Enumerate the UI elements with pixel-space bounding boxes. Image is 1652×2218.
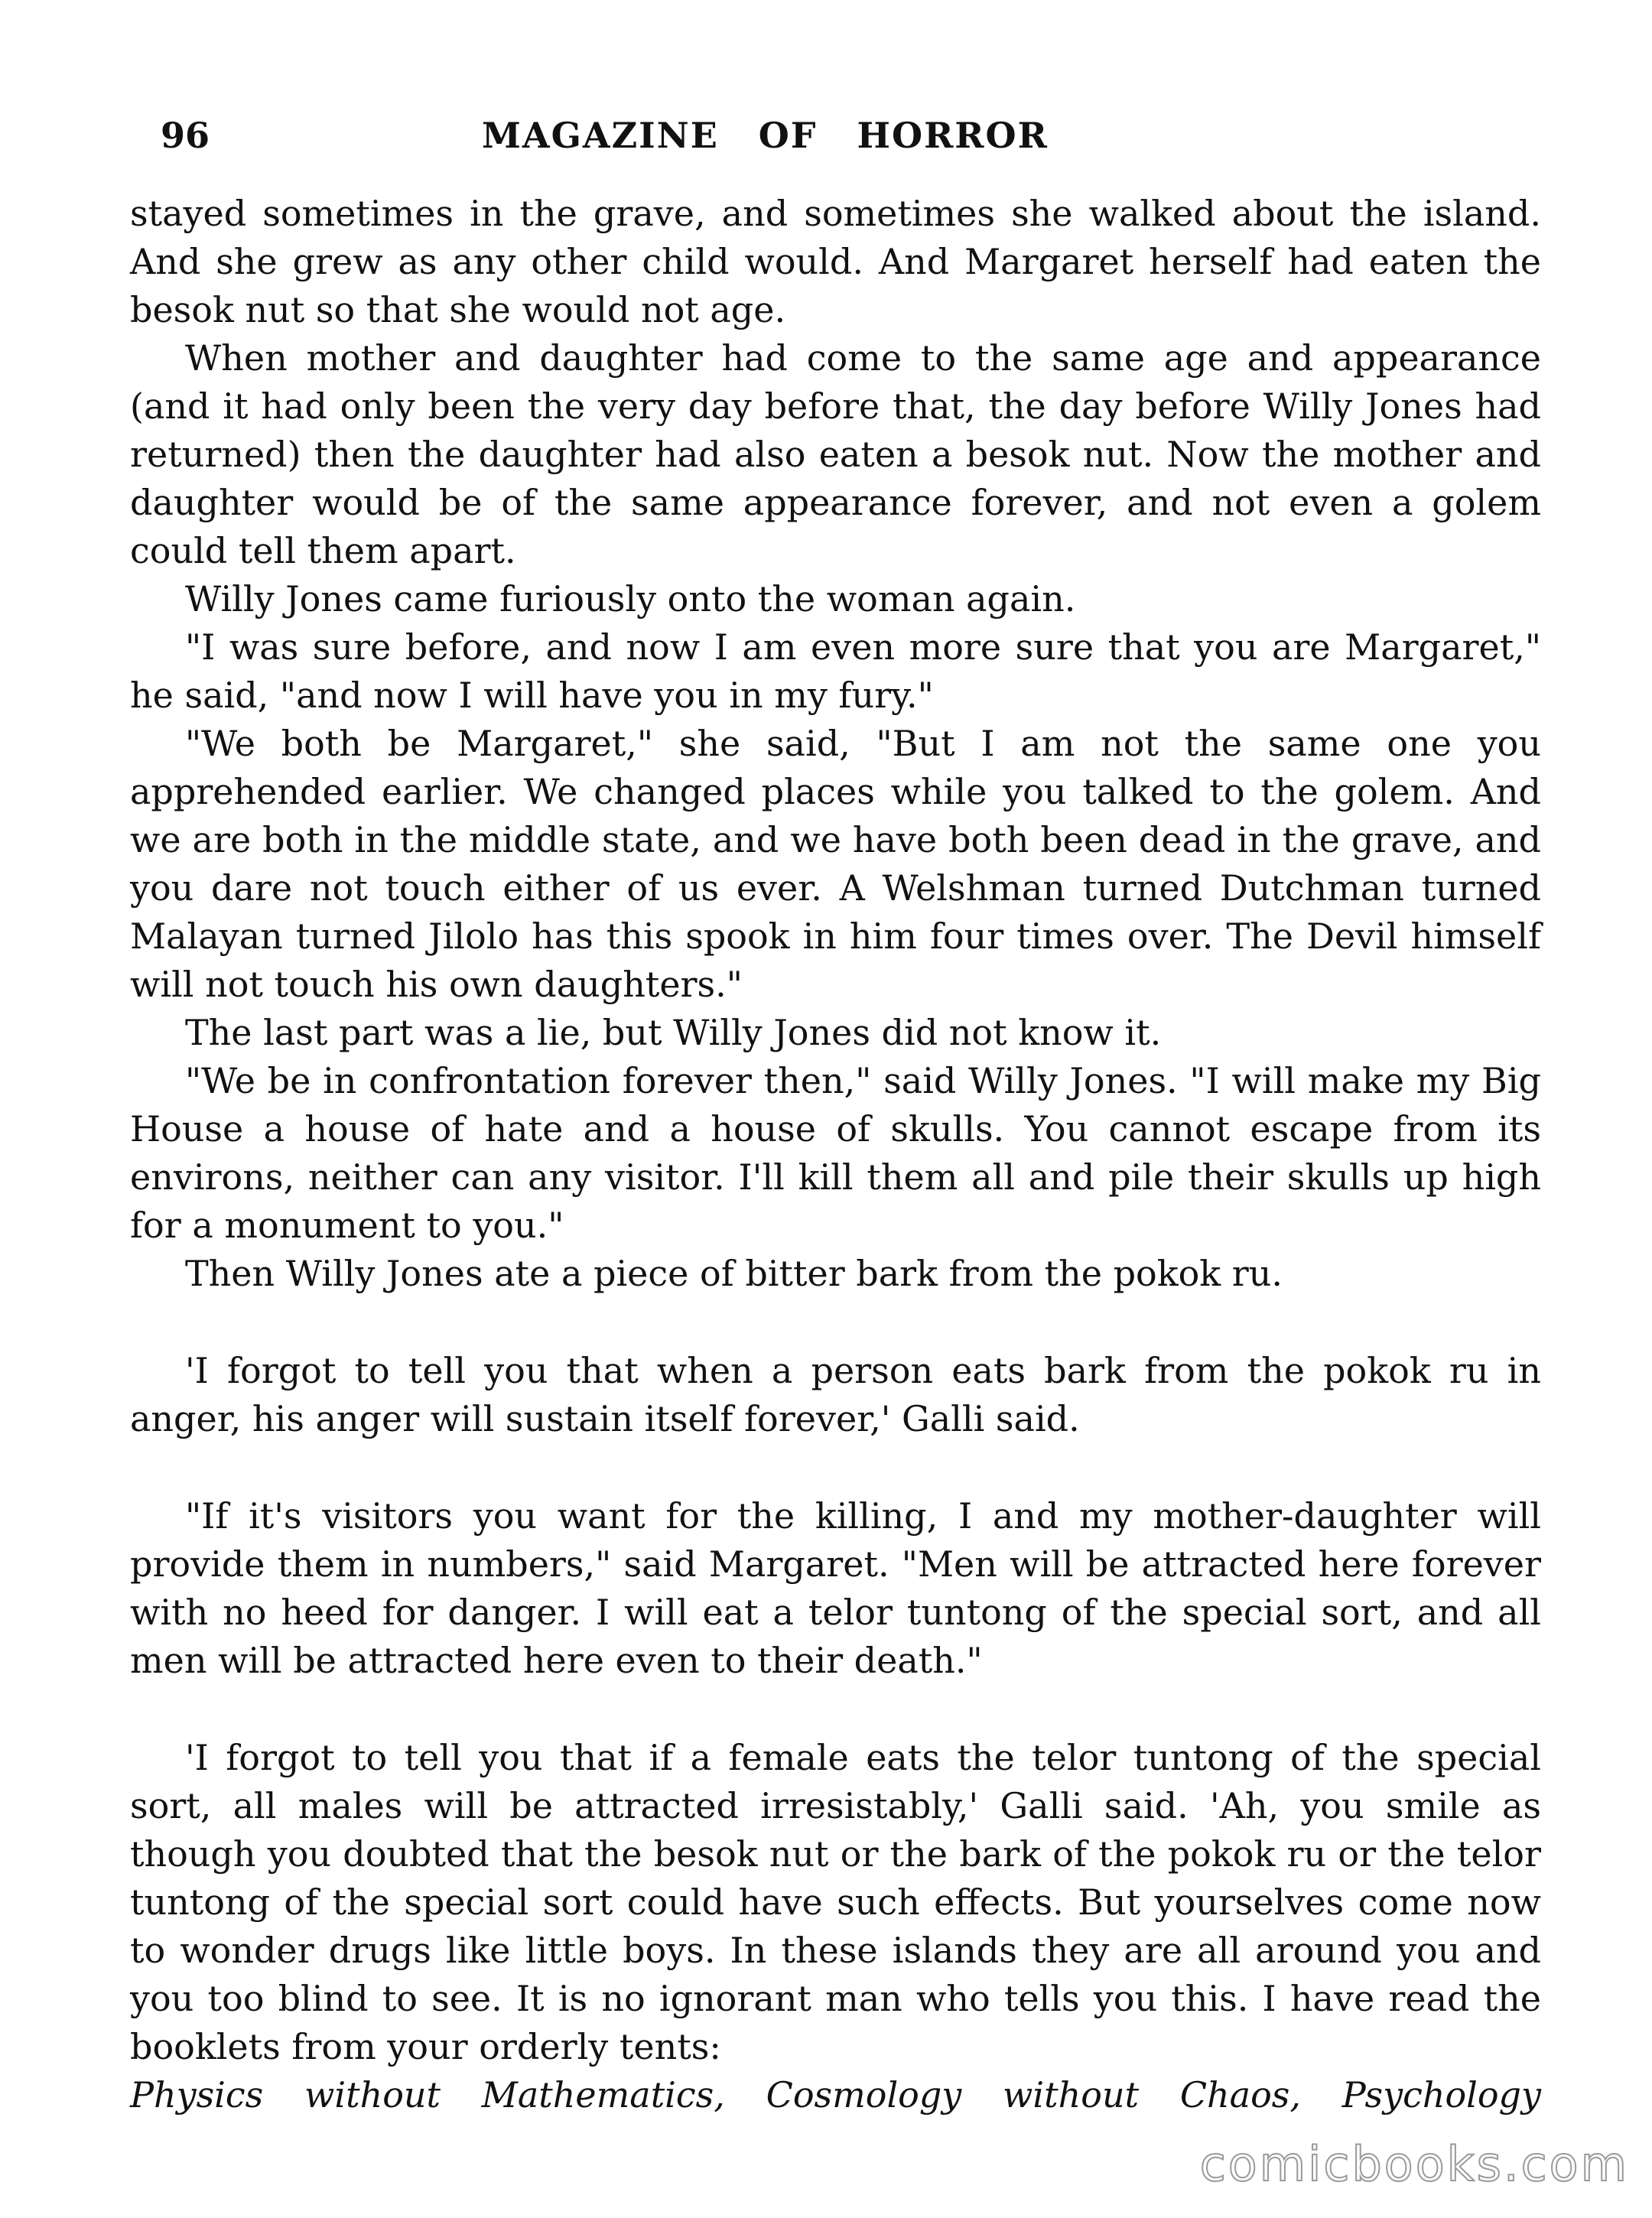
- paragraph: When mother and daughter had come to the same age and appearance (and it had only been the very day before that, the day before Willy Jones had returned) then the daughter had also eaten a besok nut. Now the mother and daughter would be of the same appearance forever, and not even a golem could tell them apart.: [130, 337, 1541, 571]
- paragraph: Then Willy Jones ate a piece of bitter bark from the pokok ru.: [185, 1253, 1283, 1294]
- paragraph: "If it's visitors you want for the killing, I and my mother-daughter will provide them in numbers," said Margaret. "Men will be attracted here forever with no heed for danger. I will eat a telor tuntong of the special sort, and all men will be attracted here even to their death.": [130, 1495, 1541, 1681]
- paragraph: "We both be Margaret," she said, "But I am not the same one you apprehended earlier. We changed places while you talked to the golem. And we are both in the middle state, and we have both been dead in the grave, and you dare not touch either of us ever. A Welshman turned Dutchman turned Malayan turned Jilolo has this spook in him four times over. The Devil himself will not touch his own daughters.": [130, 723, 1541, 1005]
- page-number: 96: [161, 115, 210, 156]
- paragraph: stayed sometimes in the grave, and sometimes she walked about the island. And she grew as any other child would. And Margaret herself had eaten the besok nut so that she would not age.: [130, 193, 1541, 330]
- paragraph: The last part was a lie, but Willy Jones did not know it.: [185, 1012, 1162, 1053]
- paragraph: 'I forgot to tell you that when a person eats bark from the pokok ru in anger, his anger will sustain itself forever,' Galli said.: [130, 1350, 1541, 1439]
- italic-book-titles: Physics without Mathematics, Cosmology without Chaos, Psychology: [130, 2074, 1541, 2116]
- magazine-title: MAGAZINE OF HORROR: [482, 115, 1049, 156]
- story-text: [130, 190, 1541, 2119]
- paragraph: 'I forgot to tell you that if a female eats the telor tuntong of the special sort, all males will be attracted irresistably,' Galli said. 'Ah, you smile as though you doubted that the besok nut or the bark of the pokok ru or the telor tuntong of the special sort could have such effects. But yourselves come now to wonder drugs like little boys. In these islands they are all around you and you too blind to see. It is no ignorant man who tells you this. I have read the booklets from your orderly tents:: [130, 1737, 1541, 2067]
- paragraph: "We be in confrontation forever then," said Willy Jones. "I will make my Big House a house of hate and a house of skulls. You cannot escape from its environs, neither can any visitor. I'll kill them all and pile their skulls up high for a monument to you.": [130, 1060, 1541, 1246]
- watermark: comicbooks.com: [1199, 2136, 1629, 2192]
- paragraph: Willy Jones came furiously onto the woman again.: [185, 578, 1076, 620]
- paragraph: "I was sure before, and now I am even more sure that you are Margaret," he said, "and now I will have you in my fury.": [130, 626, 1541, 716]
- running-head: [161, 115, 1277, 168]
